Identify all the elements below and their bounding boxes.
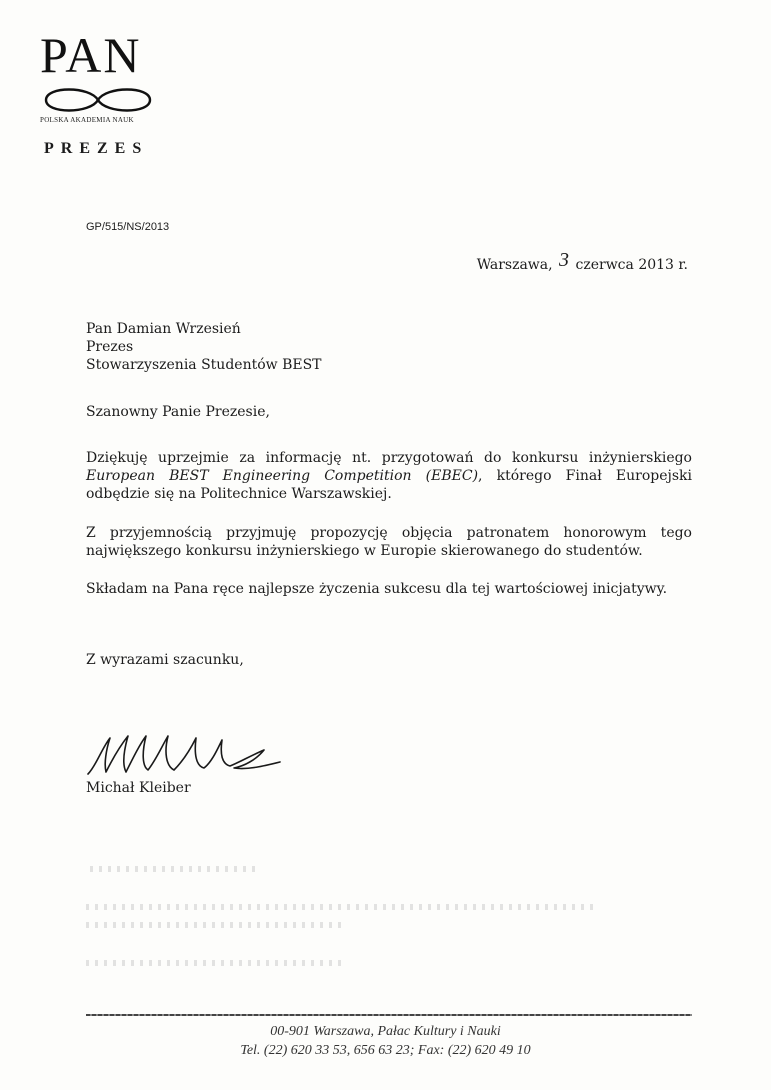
bleed-through-mark [86, 904, 596, 910]
paragraph-1-start: Dziękuję uprzejmie za informację nt. przygotowań do konkursu inżynierskiego [86, 450, 692, 466]
paragraph-1-end: , którego Finał Europejski odbędzie się na Politechnice Warszawskiej. [86, 468, 692, 502]
recipient-title: Prezes [86, 339, 134, 355]
office-title: PREZES [44, 140, 149, 157]
paragraph-1 [86, 449, 692, 503]
date-suffix: czerwca 2013 r. [575, 257, 688, 273]
signer-name: Michał Kleiber [86, 780, 191, 796]
salutation: Szanowny Panie Prezesie, [86, 404, 270, 420]
closing: Z wyrazami szacunku, [86, 652, 244, 668]
recipient-block [86, 320, 322, 374]
footer-phone: Tel. (22) 620 33 53, 656 63 23; Fax: (22) 620 49 10 [240, 1043, 531, 1058]
date-prefix: Warszawa, [476, 257, 553, 273]
handwritten-signature-icon [84, 726, 284, 782]
paragraph-3: Składam na Pana ręce najlepsze życzenia sukcesu dla tej wartościowej inicjatywy. [86, 581, 668, 597]
bleed-through-mark [86, 960, 346, 966]
footer-divider [86, 1014, 692, 1016]
date-line [476, 249, 688, 275]
paragraph-1-competition-name: European BEST Engineering Competition (EBEC) [86, 468, 479, 484]
bleed-through-mark [86, 922, 346, 928]
date-day: 3 [559, 249, 570, 271]
footer-address: 00-901 Warszawa, Pałac Kultury i Nauki [270, 1024, 501, 1039]
infinity-logo-icon [38, 80, 158, 118]
recipient-organization: Stowarzyszenia Studentów BEST [86, 357, 322, 373]
bleed-through-mark [90, 866, 260, 872]
logo-text: PAN [40, 27, 142, 83]
logo-subtitle: POLSKA AKADEMIA NAUK [40, 116, 134, 124]
reference-number: GP/515/NS/2013 [86, 221, 170, 233]
paragraph-2: Z przyjemnością przyjmuję propozycję objęcia patronatem honorowym tego największego konkursu inżynierskiego w Europie skierowanego do studentów. [86, 525, 692, 559]
recipient-name: Pan Damian Wrzesień [86, 321, 241, 337]
